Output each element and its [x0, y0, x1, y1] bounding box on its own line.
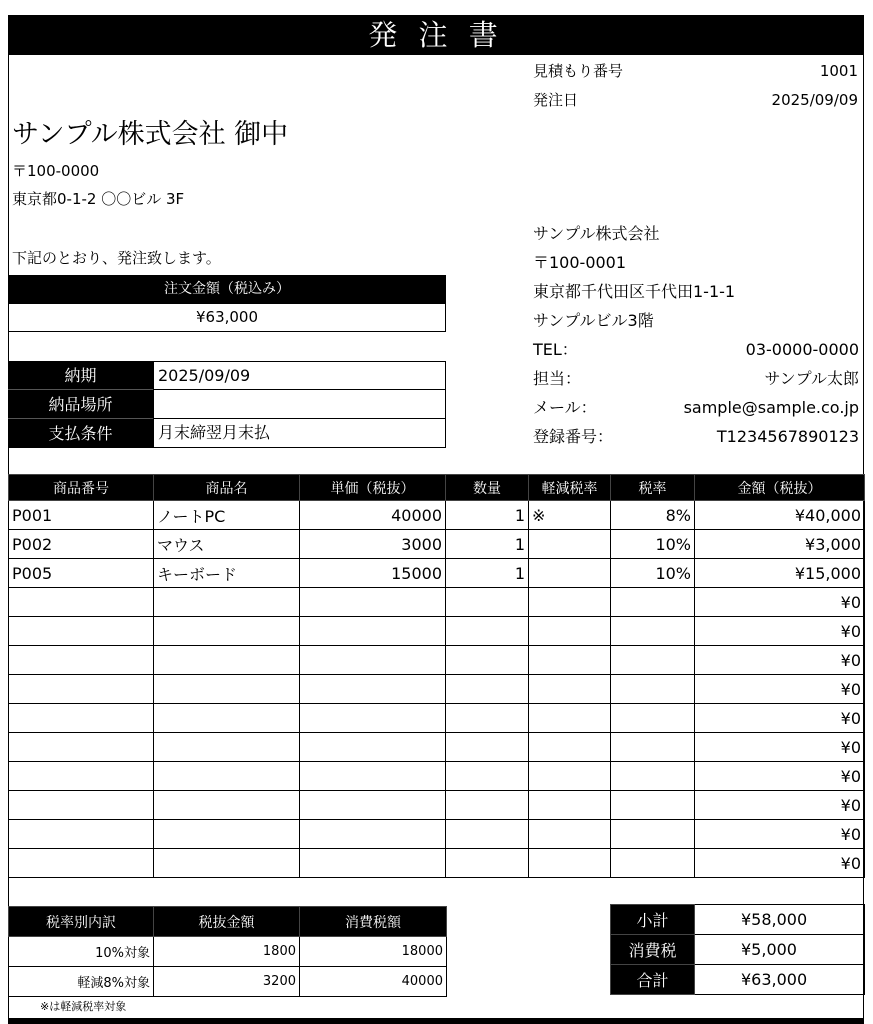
item-cell	[529, 704, 611, 733]
sender-tel-row	[533, 335, 859, 364]
item-cell	[446, 704, 529, 733]
item-cell	[154, 791, 300, 820]
item-cell	[529, 646, 611, 675]
item-cell: ¥0	[695, 791, 865, 820]
item-cell	[529, 617, 611, 646]
table-row	[9, 675, 865, 704]
item-cell: 40000	[300, 501, 446, 530]
tax-col-header: 税抜金額	[154, 907, 300, 937]
item-cell	[300, 820, 446, 849]
bottom-band	[8, 1018, 864, 1024]
place-label: 納品場所	[8, 390, 153, 419]
tax-row	[9, 937, 447, 967]
grand-total-row	[611, 965, 865, 995]
item-cell: ¥0	[695, 675, 865, 704]
table-row	[9, 559, 865, 588]
item-cell: ¥0	[695, 646, 865, 675]
item-cell	[529, 762, 611, 791]
item-cell	[446, 820, 529, 849]
tax-breakdown-table	[8, 906, 447, 997]
item-cell: 1	[446, 501, 529, 530]
payment-label: 支払条件	[8, 419, 153, 448]
table-row	[9, 849, 865, 878]
item-cell	[300, 675, 446, 704]
sender-reg-row	[533, 422, 859, 451]
item-cell: ノートPC	[154, 501, 300, 530]
item-cell	[300, 704, 446, 733]
item-cell	[154, 762, 300, 791]
item-cell	[611, 704, 695, 733]
item-cell: 1	[446, 559, 529, 588]
item-cell	[611, 820, 695, 849]
terms-row-payment	[8, 419, 446, 448]
tax-row-net: 1800	[154, 937, 300, 967]
item-cell	[611, 617, 695, 646]
item-cell	[446, 762, 529, 791]
item-cell	[529, 849, 611, 878]
item-cell: P002	[9, 530, 154, 559]
col-header: 商品名	[154, 475, 300, 501]
col-header: 商品番号	[9, 475, 154, 501]
item-cell: ¥0	[695, 762, 865, 791]
item-cell: 8%	[611, 501, 695, 530]
item-cell	[611, 733, 695, 762]
tel-value: 03-0000-0000	[745, 340, 859, 359]
item-cell	[446, 646, 529, 675]
sender-mail-row	[533, 393, 859, 422]
recipient-address: 東京都0-1-2 〇〇ビル 3F	[12, 190, 185, 208]
item-cell	[9, 791, 154, 820]
payment-value: 月末締翌月末払	[153, 419, 446, 448]
mail-value: sample@sample.co.jp	[683, 398, 859, 417]
tax-total-value: ¥5,000	[695, 935, 865, 965]
sender-building: サンプルビル3階	[533, 311, 654, 330]
col-header: 税率	[611, 475, 695, 501]
sender-block	[533, 219, 859, 451]
item-cell: 10%	[611, 530, 695, 559]
reduced-rate-note: ※は軽減税率対象	[40, 1000, 127, 1013]
item-cell: キーボード	[154, 559, 300, 588]
table-row	[9, 704, 865, 733]
item-cell: ¥0	[695, 849, 865, 878]
item-cell	[154, 646, 300, 675]
tax-row-label: 軽減8%対象	[9, 967, 154, 997]
item-cell: ¥0	[695, 617, 865, 646]
item-cell	[300, 646, 446, 675]
col-header: 単価（税抜）	[300, 475, 446, 501]
table-row	[9, 588, 865, 617]
tax-total-row	[611, 935, 865, 965]
terms-row-place	[8, 390, 446, 419]
col-header: 金額（税抜）	[695, 475, 865, 501]
grand-total-value: ¥63,000	[695, 965, 865, 995]
table-row	[9, 791, 865, 820]
recipient-name: サンプル株式会社 御中	[12, 119, 289, 150]
item-cell: ※	[529, 501, 611, 530]
item-cell	[300, 849, 446, 878]
subtotal-row	[611, 905, 865, 935]
order-date-value: 2025/09/09	[771, 91, 858, 109]
item-cell	[529, 820, 611, 849]
item-cell	[154, 849, 300, 878]
order-total-value: ¥63,000	[8, 303, 446, 332]
grand-total-label: 合計	[611, 965, 695, 995]
item-cell	[611, 646, 695, 675]
sender-contact-row	[533, 364, 859, 393]
tax-col-header: 消費税額	[300, 907, 447, 937]
item-cell	[529, 733, 611, 762]
item-cell: ¥3,000	[695, 530, 865, 559]
item-cell	[9, 733, 154, 762]
item-cell: ¥0	[695, 704, 865, 733]
recipient-postal: 〒100-0000	[12, 162, 100, 180]
tax-total-label: 消費税	[611, 935, 695, 965]
items-body	[9, 501, 865, 878]
item-cell	[300, 588, 446, 617]
table-row	[9, 617, 865, 646]
tax-header-row	[9, 907, 447, 937]
item-cell	[529, 675, 611, 704]
sender-postal: 〒100-0001	[533, 253, 627, 272]
item-cell: P001	[9, 501, 154, 530]
item-cell	[300, 617, 446, 646]
item-cell	[611, 675, 695, 704]
contact-label: 担当：	[533, 369, 582, 388]
item-cell: ¥40,000	[695, 501, 865, 530]
item-cell: 3000	[300, 530, 446, 559]
item-cell: ¥15,000	[695, 559, 865, 588]
tax-row-tax: 40000	[300, 967, 447, 997]
item-cell	[154, 588, 300, 617]
item-cell	[529, 588, 611, 617]
item-cell	[446, 849, 529, 878]
item-cell: マウス	[154, 530, 300, 559]
items-table	[8, 474, 865, 878]
contact-value: サンプル太郎	[764, 369, 859, 388]
item-cell	[529, 559, 611, 588]
item-cell	[300, 762, 446, 791]
item-cell	[446, 733, 529, 762]
table-row	[9, 733, 865, 762]
totals-table	[610, 904, 865, 995]
tel-label: TEL：	[533, 340, 578, 359]
items-header-row	[9, 475, 865, 501]
document-title: 発 注 書	[8, 15, 864, 55]
item-cell	[529, 791, 611, 820]
item-cell: ¥0	[695, 733, 865, 762]
tax-row-tax: 18000	[300, 937, 447, 967]
reg-label: 登録番号：	[533, 427, 614, 446]
item-cell: ¥0	[695, 588, 865, 617]
item-cell	[9, 588, 154, 617]
item-cell	[611, 762, 695, 791]
terms-row-delivery	[8, 361, 446, 390]
tax-row-label: 10%対象	[9, 937, 154, 967]
item-cell	[154, 675, 300, 704]
item-cell	[611, 588, 695, 617]
quote-number-value: 1001	[819, 62, 858, 80]
item-cell	[154, 733, 300, 762]
item-cell: P005	[9, 559, 154, 588]
item-cell: ¥0	[695, 820, 865, 849]
delivery-label: 納期	[8, 361, 153, 390]
table-row	[9, 820, 865, 849]
table-row	[9, 762, 865, 791]
item-cell	[9, 646, 154, 675]
item-cell	[9, 675, 154, 704]
table-row	[9, 530, 865, 559]
table-row	[9, 501, 865, 530]
item-cell	[529, 530, 611, 559]
item-cell	[9, 762, 154, 791]
intro-text: 下記のとおり、発注致します。	[12, 249, 221, 267]
terms-table	[8, 361, 446, 448]
tax-col-header: 税率別内訳	[9, 907, 154, 937]
sender-address: 東京都千代田区千代田1-1-1	[533, 282, 736, 301]
item-cell	[154, 820, 300, 849]
item-cell	[611, 791, 695, 820]
tax-row	[9, 967, 447, 997]
item-cell	[9, 849, 154, 878]
tax-row-net: 3200	[154, 967, 300, 997]
item-cell	[446, 675, 529, 704]
order-total-label: 注文金額（税込み）	[8, 275, 446, 303]
item-cell	[9, 820, 154, 849]
item-cell: 10%	[611, 559, 695, 588]
mail-label: メール：	[533, 398, 597, 417]
item-cell	[300, 791, 446, 820]
reg-value: T1234567890123	[716, 427, 859, 446]
item-cell	[446, 617, 529, 646]
quote-number-label: 見積もり番号	[533, 62, 624, 80]
item-cell	[611, 849, 695, 878]
item-cell: 1	[446, 530, 529, 559]
delivery-value: 2025/09/09	[153, 361, 446, 390]
col-header: 軽減税率	[529, 475, 611, 501]
item-cell	[9, 617, 154, 646]
item-cell	[154, 617, 300, 646]
item-cell	[9, 704, 154, 733]
subtotal-value: ¥58,000	[695, 905, 865, 935]
place-value	[153, 390, 446, 419]
order-date-label: 発注日	[533, 91, 579, 109]
item-cell: 15000	[300, 559, 446, 588]
sender-company: サンプル株式会社	[533, 224, 660, 243]
item-cell	[300, 733, 446, 762]
table-row	[9, 646, 865, 675]
item-cell	[154, 704, 300, 733]
col-header: 数量	[446, 475, 529, 501]
item-cell	[446, 588, 529, 617]
item-cell	[446, 791, 529, 820]
subtotal-label: 小計	[611, 905, 695, 935]
